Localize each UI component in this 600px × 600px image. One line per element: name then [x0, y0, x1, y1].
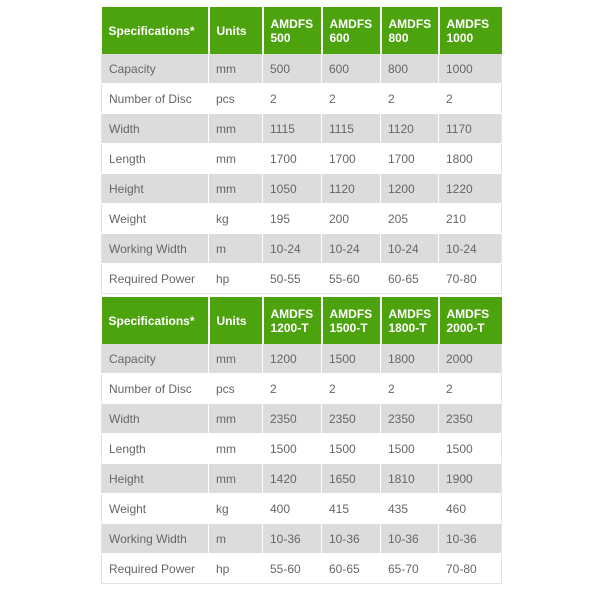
table-cell: 2 — [263, 84, 322, 114]
header-units: Units — [209, 297, 263, 344]
table-cell: 55-60 — [263, 554, 322, 584]
table-cell: 1810 — [381, 464, 439, 494]
table-cell: 1170 — [439, 114, 502, 144]
table-cell: mm — [209, 344, 263, 374]
header-units: Units — [209, 7, 263, 54]
table-cell: 1500 — [322, 344, 381, 374]
table-cell: 600 — [322, 54, 381, 84]
table-cell: mm — [209, 54, 263, 84]
table-row — [102, 344, 502, 374]
table-cell: 1120 — [322, 174, 381, 204]
table-cell: kg — [209, 204, 263, 234]
table-cell: 1700 — [263, 144, 322, 174]
header-specifications: Specifications* — [102, 7, 209, 54]
table-cell: mm — [209, 464, 263, 494]
table-cell: 1420 — [263, 464, 322, 494]
table-cell: pcs — [209, 84, 263, 114]
table-cell: 1115 — [322, 114, 381, 144]
table-cell: 1200 — [381, 174, 439, 204]
table-cell: 10-36 — [439, 524, 502, 554]
spec-table-trailed — [101, 297, 502, 584]
table-cell: 1500 — [439, 434, 502, 464]
table-cell: kg — [209, 494, 263, 524]
table-cell: 60-65 — [381, 264, 439, 294]
spec-table-standard — [101, 7, 502, 294]
table-cell: 10-36 — [322, 524, 381, 554]
header-model: AMDFS 800 — [381, 7, 439, 54]
table-cell: 10-24 — [381, 234, 439, 264]
table-cell: 1200 — [263, 344, 322, 374]
table-cell: Working Width — [102, 234, 209, 264]
table-cell: 2 — [263, 374, 322, 404]
table-row — [102, 494, 502, 524]
table-cell: 1050 — [263, 174, 322, 204]
table-row — [102, 54, 502, 84]
table-cell: 10-24 — [322, 234, 381, 264]
table-cell: 1650 — [322, 464, 381, 494]
table-cell: 1115 — [263, 114, 322, 144]
table-cell: 2 — [381, 84, 439, 114]
table-cell: 1500 — [381, 434, 439, 464]
table-cell: 195 — [263, 204, 322, 234]
table-cell: 2 — [322, 84, 381, 114]
table-cell: Number of Disc — [102, 84, 209, 114]
table-cell: Capacity — [102, 344, 209, 374]
table-cell: 1900 — [439, 464, 502, 494]
table-row — [102, 114, 502, 144]
table-cell: 60-65 — [322, 554, 381, 584]
table-cell: 2350 — [439, 404, 502, 434]
header-specifications: Specifications* — [102, 297, 209, 344]
table-cell: 1120 — [381, 114, 439, 144]
table-cell: 400 — [263, 494, 322, 524]
table-row — [102, 554, 502, 584]
table-cell: 2 — [322, 374, 381, 404]
table-cell: Weight — [102, 204, 209, 234]
table-row — [102, 84, 502, 114]
table-cell: 2350 — [381, 404, 439, 434]
table-header-row — [102, 7, 502, 54]
table-cell: hp — [209, 264, 263, 294]
table-row — [102, 374, 502, 404]
table-cell: 460 — [439, 494, 502, 524]
table-row — [102, 464, 502, 494]
table-cell: Capacity — [102, 54, 209, 84]
table-cell: Width — [102, 114, 209, 144]
table-row — [102, 264, 502, 294]
table-cell: mm — [209, 114, 263, 144]
table-row — [102, 524, 502, 554]
table-cell: 1800 — [439, 144, 502, 174]
table-cell: mm — [209, 434, 263, 464]
header-model: AMDFS 1500-T — [322, 297, 381, 344]
table-row — [102, 234, 502, 264]
table-cell: 1500 — [263, 434, 322, 464]
table-row — [102, 404, 502, 434]
table-cell: hp — [209, 554, 263, 584]
table-cell: 2 — [439, 374, 502, 404]
table-cell: 1700 — [322, 144, 381, 174]
table-cell: 435 — [381, 494, 439, 524]
table-cell: 70-80 — [439, 554, 502, 584]
table-cell: 415 — [322, 494, 381, 524]
table-cell: 2 — [439, 84, 502, 114]
table-cell: Length — [102, 144, 209, 174]
header-model: AMDFS 1800-T — [381, 297, 439, 344]
table-cell: Number of Disc — [102, 374, 209, 404]
table-cell: 2350 — [322, 404, 381, 434]
table-cell: 2350 — [263, 404, 322, 434]
table-cell: 200 — [322, 204, 381, 234]
table-cell: 210 — [439, 204, 502, 234]
table-row — [102, 144, 502, 174]
header-model: AMDFS 1000 — [439, 7, 502, 54]
table-cell: Length — [102, 434, 209, 464]
table-cell: 50-55 — [263, 264, 322, 294]
table-cell: 1000 — [439, 54, 502, 84]
table-cell: 500 — [263, 54, 322, 84]
table-cell: 2000 — [439, 344, 502, 374]
table-cell: 10-36 — [263, 524, 322, 554]
header-model: AMDFS 500 — [263, 7, 322, 54]
table-cell: Required Power — [102, 554, 209, 584]
table-cell: 1700 — [381, 144, 439, 174]
table-cell: pcs — [209, 374, 263, 404]
table-header-row — [102, 297, 502, 344]
table-row — [102, 174, 502, 204]
table-cell: 70-80 — [439, 264, 502, 294]
table-cell: Height — [102, 464, 209, 494]
table-cell: m — [209, 524, 263, 554]
header-model: AMDFS 600 — [322, 7, 381, 54]
table-cell: Width — [102, 404, 209, 434]
table-cell: 10-24 — [263, 234, 322, 264]
table-cell: 55-60 — [322, 264, 381, 294]
table-cell: Weight — [102, 494, 209, 524]
table-cell: Required Power — [102, 264, 209, 294]
table-cell: mm — [209, 144, 263, 174]
table-cell: Working Width — [102, 524, 209, 554]
table-row — [102, 204, 502, 234]
table-cell: Height — [102, 174, 209, 204]
table-row — [102, 434, 502, 464]
table-cell: 10-36 — [381, 524, 439, 554]
table-cell: 2 — [381, 374, 439, 404]
table-cell: 1500 — [322, 434, 381, 464]
table-cell: mm — [209, 404, 263, 434]
table-cell: mm — [209, 174, 263, 204]
table-cell: m — [209, 234, 263, 264]
table-cell: 1800 — [381, 344, 439, 374]
table-cell: 205 — [381, 204, 439, 234]
header-model: AMDFS 2000-T — [439, 297, 502, 344]
table-cell: 1220 — [439, 174, 502, 204]
header-model: AMDFS 1200-T — [263, 297, 322, 344]
table-cell: 65-70 — [381, 554, 439, 584]
table-cell: 10-24 — [439, 234, 502, 264]
table-cell: 800 — [381, 54, 439, 84]
